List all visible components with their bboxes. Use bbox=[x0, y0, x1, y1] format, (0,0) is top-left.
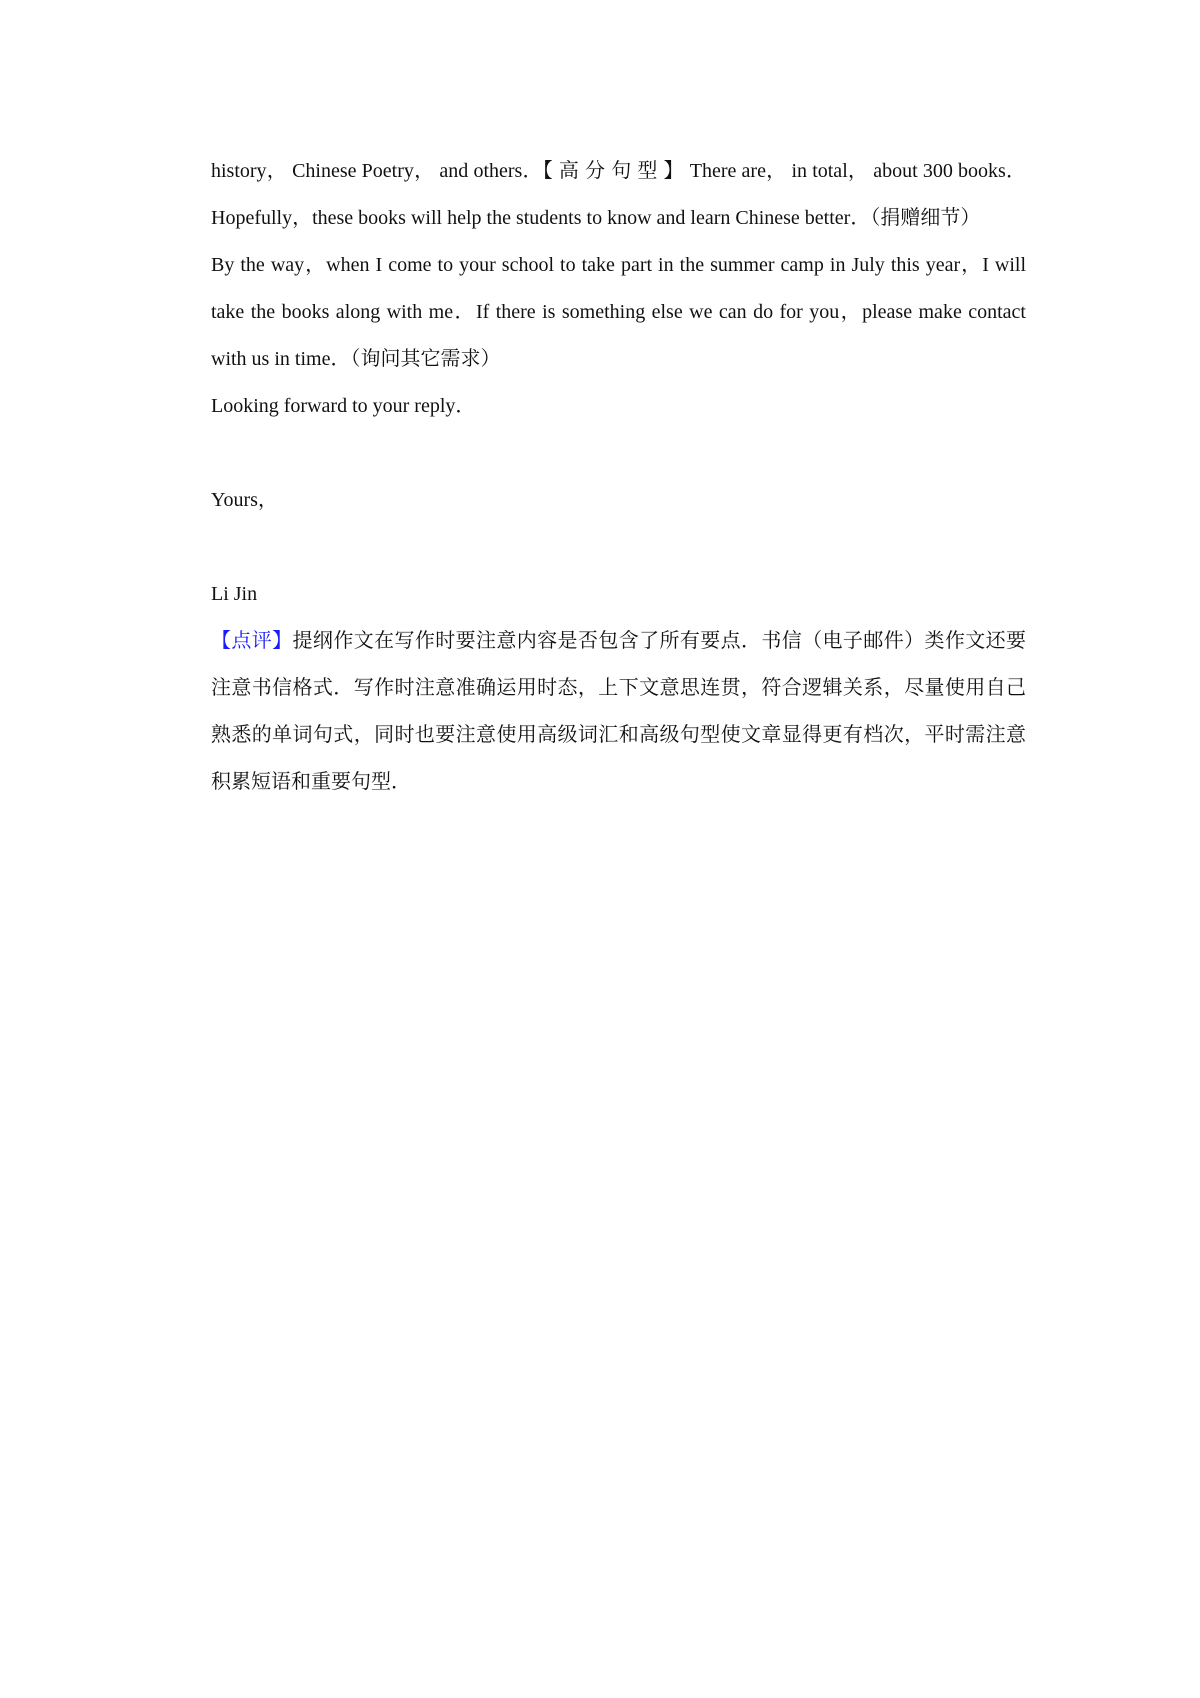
paragraph-donation-details bbox=[211, 148, 1026, 242]
blank-line bbox=[211, 430, 1026, 477]
paragraph-text: history， Chinese Poetry， and others． bbox=[211, 160, 543, 182]
letter-signature: Li Jin bbox=[211, 583, 258, 605]
paragraph-looking-forward: Looking forward to your reply． bbox=[211, 395, 476, 417]
high-score-sentence-tag: 【高分句型】 bbox=[542, 160, 690, 182]
comment-text: 提纲作文在写作时要注意内容是否包含了所有要点．书信（电子邮件）类作文还要注意书信格式．写作时注意准确运用时态，上下文意思连贯，符合逻辑关系，尽量使用自己熟悉的单词句式，同时也要注意使用高级词汇和高级句型使文章显得更有档次，平时需注意积累短语和重要句型． bbox=[211, 630, 1027, 793]
paragraph-other-needs: By the way，when I come to your school to take part in the summer camp in July this year，I will take the books along with me．If there is something else we can do for you，please make contact with us in time．（询问其它需求） bbox=[211, 254, 1026, 370]
blank-line bbox=[211, 524, 1026, 571]
letter-closing: Yours， bbox=[211, 489, 278, 511]
paragraph-text: There are， in total， about 300 books．Hopefully，these books will help the students to know and learn Chinese better．（捐赠细节） bbox=[211, 160, 1026, 229]
comment-paragraph bbox=[211, 618, 1026, 806]
letter-body bbox=[211, 148, 1026, 806]
comment-label: 【点评】 bbox=[211, 630, 293, 652]
